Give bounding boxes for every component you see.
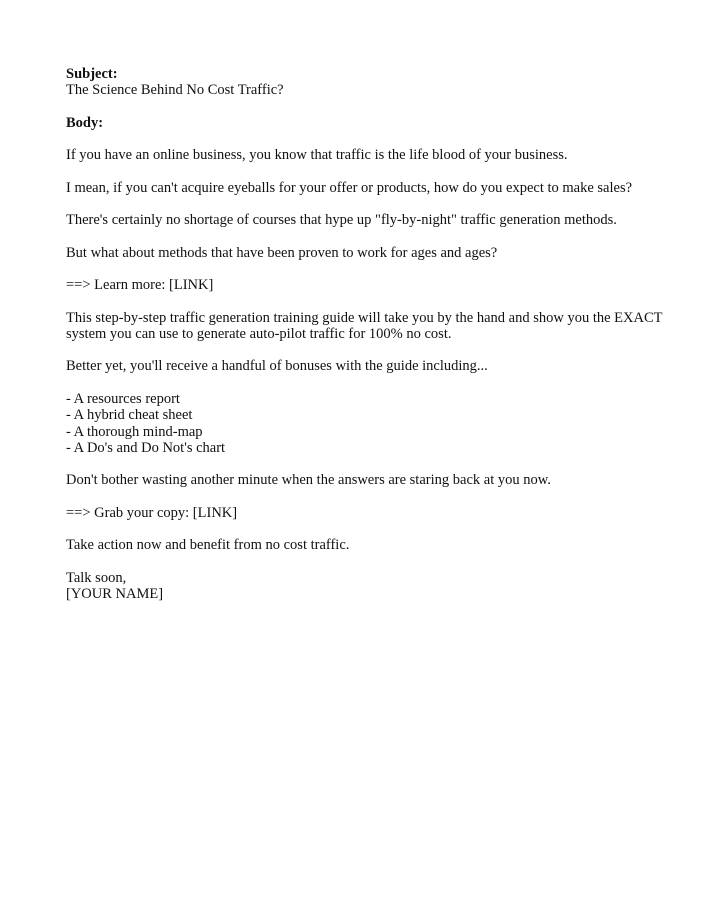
spacer <box>66 342 666 358</box>
paragraph-2: I mean, if you can't acquire eyeballs for your offer or products, how do you expect to make sales? <box>66 179 633 196</box>
spacer <box>66 164 666 180</box>
paragraph-4: But what about methods that have been proven to work for ages and ages? <box>66 244 498 261</box>
spacer <box>66 99 666 115</box>
bonus-list <box>66 391 666 456</box>
spacer <box>66 554 666 570</box>
email-document <box>66 66 666 602</box>
spacer <box>66 489 666 505</box>
paragraph-6-line-1: This step-by-step traffic generation training guide will take you by the hand and show you the EXACT <box>66 309 663 326</box>
spacer <box>66 294 666 310</box>
subject-label: Subject: <box>66 66 118 82</box>
list-item: - A thorough mind-map <box>66 423 203 440</box>
spacer <box>66 131 666 147</box>
spacer <box>66 456 666 472</box>
signature-name: [YOUR NAME] <box>66 586 164 603</box>
paragraph-10: Take action now and benefit from no cost traffic. <box>66 537 350 554</box>
paragraph-6-line-2: system you can use to generate auto-pilot traffic for 100% no cost. <box>66 325 452 342</box>
spacer <box>66 521 666 537</box>
spacer <box>66 261 666 277</box>
signoff: Talk soon, <box>66 569 127 586</box>
list-item: - A hybrid cheat sheet <box>66 407 193 424</box>
subject-text: The Science Behind No Cost Traffic? <box>66 82 284 99</box>
paragraph-3: There's certainly no shortage of courses that hype up "fly-by-night" traffic generation methods. <box>66 212 617 229</box>
paragraph-8: Don't bother wasting another minute when the answers are staring back at you now. <box>66 472 551 489</box>
paragraph-7: Better yet, you'll receive a handful of bonuses with the guide including... <box>66 358 488 375</box>
learn-more-link-line: ==> Learn more: [LINK] <box>66 277 214 294</box>
list-item: - A Do's and Do Not's chart <box>66 439 226 456</box>
grab-copy-link-line: ==> Grab your copy: [LINK] <box>66 504 238 521</box>
spacer <box>66 196 666 212</box>
list-item: - A resources report <box>66 390 180 407</box>
spacer <box>66 229 666 245</box>
spacer <box>66 375 666 391</box>
body-label: Body: <box>66 114 104 131</box>
paragraph-1: If you have an online business, you know that traffic is the life blood of your business. <box>66 147 568 164</box>
